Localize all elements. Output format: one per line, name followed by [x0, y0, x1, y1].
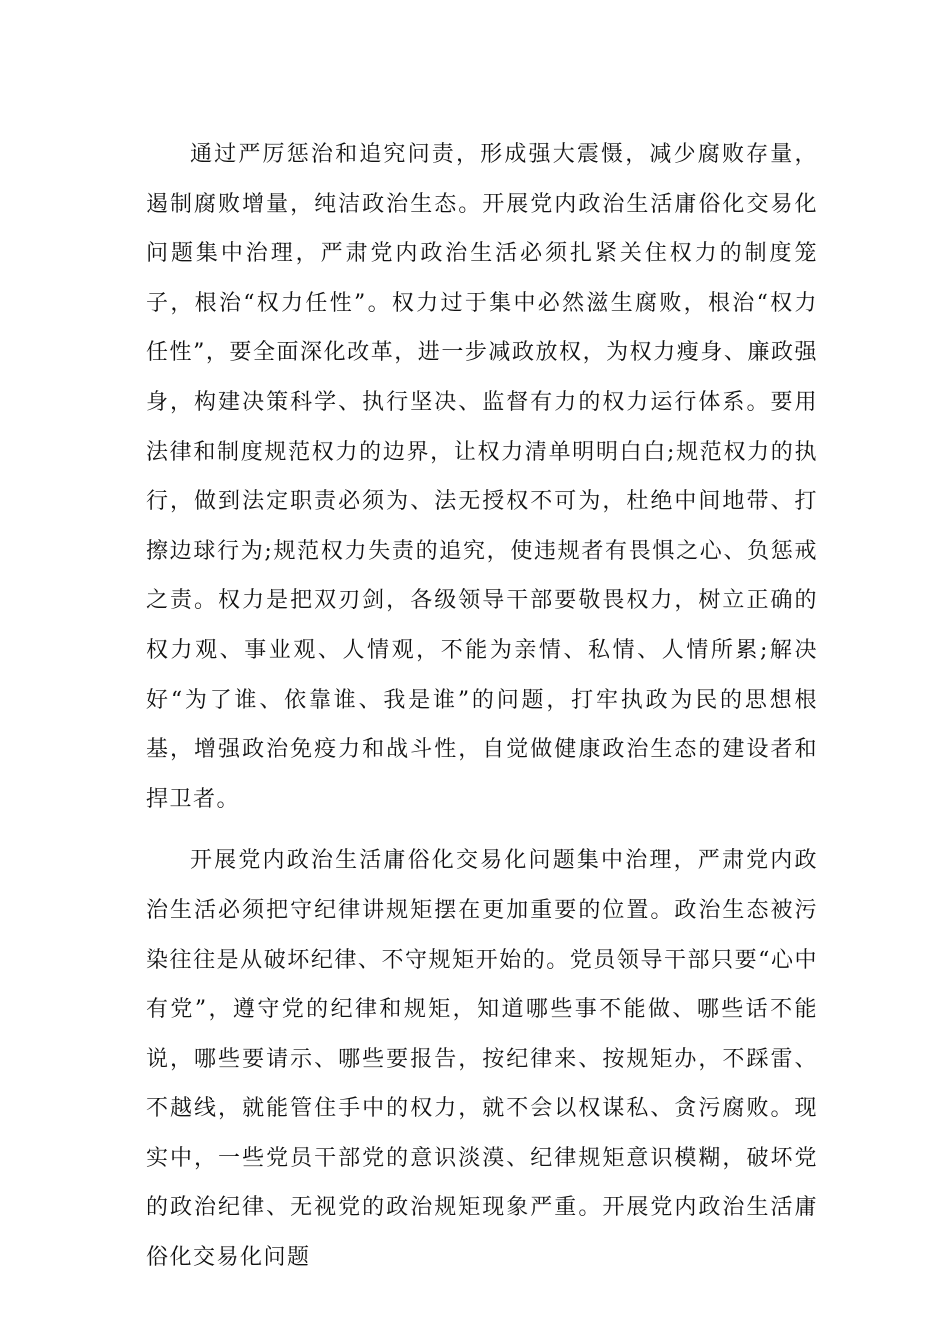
paragraph-1: 通过严厉惩治和追究问责，形成强大震慑，减少腐败存量，遏制腐败增量，纯洁政治生态。开展党内政治生活庸俗化交易化问题集中治理，严肃党内政治生活必须扎紧关住权力的制度笼子，根治“权力任性”。权力过于集中必然滋生腐败，根治“权力任性”，要全面深化改革，进一步减政放权，为权力瘦身、廉政强身，构建决策科学、执行坚决、监督有力的权力运行体系。要用法律和制度规范权力的边界，让权力清单明明白白;规范权力的执行，做到法定职责必须为、法无授权不可为，杜绝中间地带、打擦边球行为;规范权力失责的追究，使违规者有畏惧之心、负惩戒之责。权力是把双刃剑，各级领导干部要敬畏权力，树立正确的权力观、事业观、人情观，不能为亲情、私情、人情所累;解决好“为了谁、依靠谁、我是谁”的问题，打牢执政为民的思想根基，增强政治免疫力和战斗性，自觉做健康政治生态的建设者和捍卫者。: [146, 142, 818, 812]
document-body: [146, 130, 818, 1283]
paragraph-2: 开展党内政治生活庸俗化交易化问题集中治理，严肃党内政治生活必须把守纪律讲规矩摆在更加重要的位置。政治生态被污染往往是从破坏纪律、不守规矩开始的。党员领导干部只要“心中有党”，遵守党的纪律和规矩，知道哪些事不能做、哪些话不能说，哪些要请示、哪些要报告，按纪律来、按规矩办，不踩雷、不越线，就能管住手中的权力，就不会以权谋私、贪污腐败。现实中，一些党员干部党的意识淡漠、纪律规矩意识模糊，破坏党的政治纪律、无视党的政治规矩现象严重。开展党内政治生活庸俗化交易化问题: [146, 848, 818, 1271]
